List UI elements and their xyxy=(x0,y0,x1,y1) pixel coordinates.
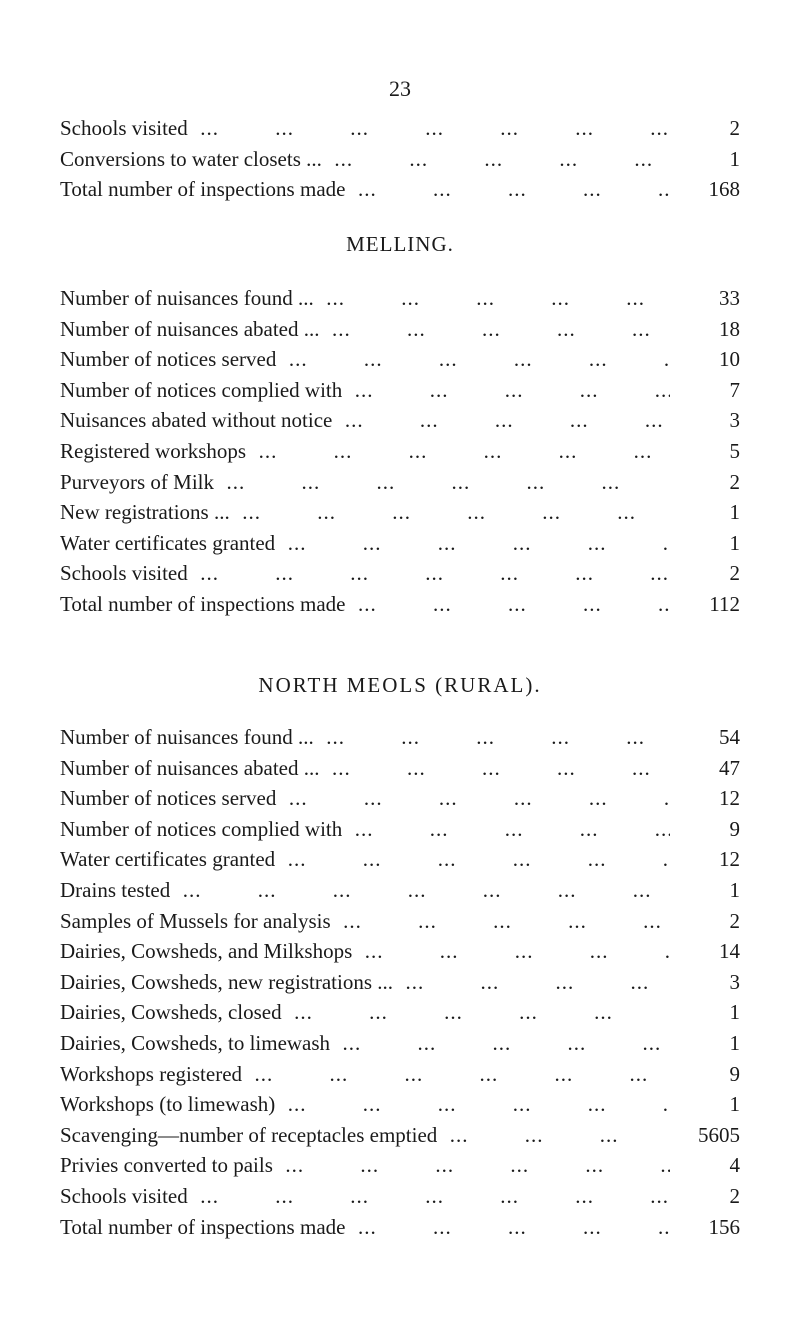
table-row xyxy=(60,1150,740,1181)
row-value: 1 xyxy=(729,877,740,902)
table-row xyxy=(60,967,740,998)
table-row xyxy=(60,906,740,937)
row-value: 156 xyxy=(708,1214,740,1239)
section-heading-melling: MELLING. xyxy=(346,232,454,256)
table-row xyxy=(60,558,740,589)
row-value: 9 xyxy=(729,816,740,841)
row-value: 2 xyxy=(729,116,740,140)
row-label: Number of notices served ... xyxy=(60,344,670,375)
melling-section xyxy=(60,283,740,620)
row-value: 1 xyxy=(729,500,740,525)
row-value: 14 xyxy=(719,939,740,964)
table-row xyxy=(60,783,740,814)
row-label: Dairies, Cowsheds, to limewash ... xyxy=(60,1028,670,1059)
row-label: Total number of inspections made ... xyxy=(60,589,670,620)
row-value: 9 xyxy=(729,1061,740,1086)
table-row xyxy=(60,753,740,784)
row-label: Number of nuisances abated ... ... xyxy=(60,314,670,345)
row-value: 2 xyxy=(729,908,740,933)
top-section xyxy=(60,113,740,205)
table-row xyxy=(60,997,740,1028)
row-label: Number of nuisances abated ... ... xyxy=(60,753,670,784)
row-value: 2 xyxy=(729,469,740,494)
row-value: 2 xyxy=(729,561,740,586)
row-value: 33 xyxy=(719,286,740,310)
row-label: Water certificates granted ... xyxy=(60,844,670,875)
row-value: 12 xyxy=(719,786,740,811)
row-value: 47 xyxy=(719,755,740,780)
row-label: Drains tested ... xyxy=(60,875,670,906)
row-label: Number of notices complied with ... xyxy=(60,375,670,406)
row-label: Total number of inspections made ... xyxy=(60,1212,670,1243)
table-row xyxy=(60,589,740,620)
row-label: Number of notices served ... xyxy=(60,783,670,814)
table-row xyxy=(60,1212,740,1243)
row-label: Nuisances abated without notice ... xyxy=(60,405,670,436)
row-value: 2 xyxy=(729,1183,740,1208)
row-value: 1 xyxy=(729,1000,740,1025)
table-row xyxy=(60,344,740,375)
table-row xyxy=(60,113,740,144)
row-value: 12 xyxy=(719,847,740,872)
table-row xyxy=(60,375,740,406)
table-row xyxy=(60,405,740,436)
row-label: Number of nuisances found ... ... xyxy=(60,283,670,314)
row-value: 5 xyxy=(729,438,740,463)
row-value: 1 xyxy=(729,530,740,555)
row-label: Dairies, Cowsheds, closed ... xyxy=(60,997,670,1028)
row-value: 3 xyxy=(729,408,740,433)
row-label: Schools visited ... xyxy=(60,113,670,144)
table-row xyxy=(60,1120,740,1151)
row-label: Schools visited ... xyxy=(60,1181,670,1212)
table-row xyxy=(60,467,740,498)
row-label: Conversions to water closets ... ... xyxy=(60,144,670,175)
row-label: Purveyors of Milk ... xyxy=(60,467,670,498)
row-label: Schools visited ... xyxy=(60,558,670,589)
section-heading-north-meols: NORTH MEOLS (RURAL). xyxy=(258,673,542,697)
table-row xyxy=(60,528,740,559)
row-value: 1 xyxy=(729,1092,740,1117)
table-row xyxy=(60,1089,740,1120)
row-value: 10 xyxy=(719,347,740,372)
row-value: 1 xyxy=(729,1030,740,1055)
row-value: 54 xyxy=(719,725,740,749)
row-label: Workshops registered ... xyxy=(60,1059,670,1090)
table-row xyxy=(60,283,740,314)
table-row xyxy=(60,936,740,967)
table-row xyxy=(60,1181,740,1212)
row-label: Water certificates granted ... xyxy=(60,528,670,559)
row-label: Privies converted to pails ... xyxy=(60,1150,670,1181)
table-row xyxy=(60,314,740,345)
row-value: 7 xyxy=(729,377,740,402)
row-value: 5605 xyxy=(698,1122,740,1147)
row-label: Dairies, Cowsheds, new registrations ... ... xyxy=(60,967,670,998)
row-value: 168 xyxy=(708,177,740,202)
row-label: Number of nuisances found ... ... xyxy=(60,722,670,753)
row-label: Workshops (to limewash) ... xyxy=(60,1089,670,1120)
row-label: New registrations ... ... xyxy=(60,497,670,528)
table-row xyxy=(60,1059,740,1090)
row-label: Total number of inspections made ... xyxy=(60,174,670,205)
table-row xyxy=(60,497,740,528)
table-row xyxy=(60,174,740,205)
row-label: Samples of Mussels for analysis ... xyxy=(60,906,670,937)
row-value: 112 xyxy=(709,591,740,616)
page-number: 23 xyxy=(389,76,411,101)
row-value: 3 xyxy=(729,969,740,994)
table-row xyxy=(60,844,740,875)
row-value: 4 xyxy=(729,1153,740,1178)
north-meols-section xyxy=(60,722,740,1242)
row-label: Registered workshops ... xyxy=(60,436,670,467)
row-label: Scavenging—number of receptacles emptied ... xyxy=(60,1120,670,1151)
row-value: 1 xyxy=(729,146,740,171)
row-label: Number of notices complied with ... xyxy=(60,814,670,845)
table-row xyxy=(60,814,740,845)
row-label: Dairies, Cowsheds, and Milkshops ... xyxy=(60,936,670,967)
row-value: 18 xyxy=(719,316,740,341)
table-row xyxy=(60,144,740,175)
table-row xyxy=(60,1028,740,1059)
table-row xyxy=(60,875,740,906)
table-row xyxy=(60,722,740,753)
table-row xyxy=(60,436,740,467)
